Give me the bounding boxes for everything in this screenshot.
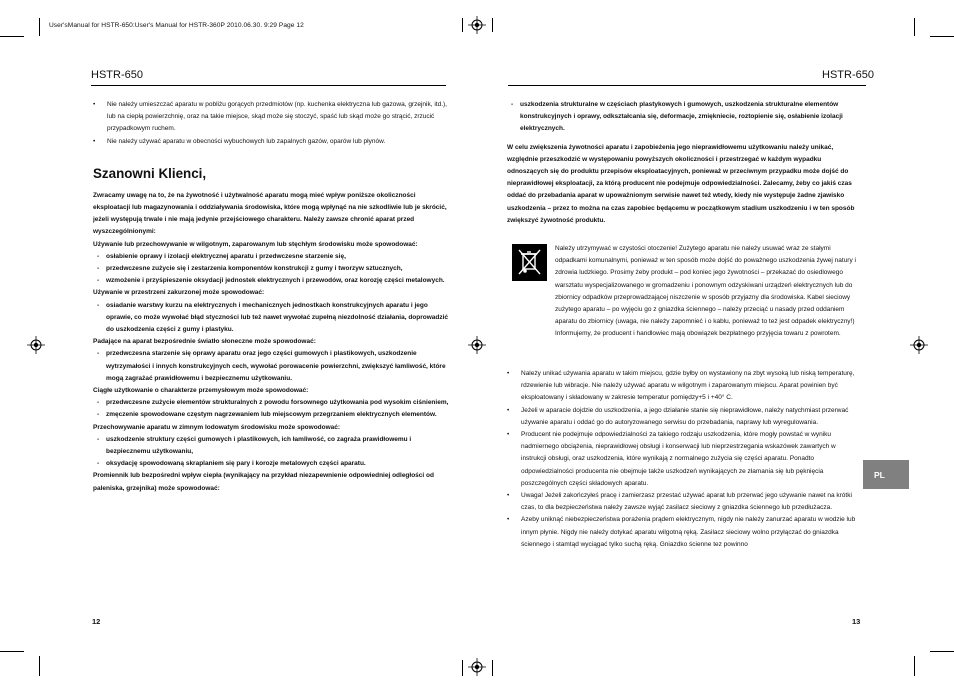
registration-mark-icon <box>468 336 486 354</box>
crop-mark <box>930 36 954 37</box>
recycling-info: Informujemy, że producent i handlowiec mają obowiązek bezpłatnego przyjęcia towaru z powrotem. <box>555 330 841 338</box>
right-column <box>507 99 860 227</box>
list-item: • Nie należy używać aparatu w obecności wybuchowych lub zapalnych gazów, oparów lub płynów. <box>93 136 449 148</box>
crop-mark <box>0 651 24 652</box>
section-title: Używanie w przestrzeni zakurzonej może spowodować: <box>93 289 265 297</box>
list-item: - uszkodzenia strukturalne w częściach plastykowych i gumowych, uszkodzenia strukturalne elementów konstrukcyjnych i oprawy, odkształcania się, deformacje, zmiękniecie, roztopienie się, osłabienie izolacji elektrycznych. <box>507 99 860 136</box>
crop-mark <box>914 18 915 36</box>
section-title: Przechowywanie aparatu w zimnym lodowatym środowisku może spowodować: <box>93 423 341 431</box>
section-title: Używanie lub przechowywanie w wilgotnym, zaparowanym lub stęchłym środowisku może spowodować: <box>93 240 418 248</box>
list-item: - oksydację spowodowaną skraplaniem się pary i korozje metalowych części aparatu. <box>93 458 449 470</box>
left-column <box>93 99 449 495</box>
list-item: • Uwaga! Jeżeli zakończyłeś pracę i zamierzasz przestać używać aparat lub przerwać jego używanie nawet na krótki czas, to dla bezpieczeństwa należy zawsze wyjąć zasilacz sieciowy z gniazdka ściennego lub przedłużacza. <box>507 490 860 514</box>
list-item: • Producent nie podejmuje odpowiedzialności za takiego rodzaju uszkodzenia, które mogły powstać w wyniku nadmiernego obciążenia, nieprawidłowej obsługi i konserwacji lub nieprzestrzegania wskazówek zawartych w instrukcji obsługi, oraz uszkodzenia, które wynikają z normalnego zużycia się części aparatu. Ponadto odpowiedzialności producenta nie obejmuje także uszkodzeń wynikających ze złamania się lub pęknięcia poszczególnych części składowych aparatu. <box>507 429 860 490</box>
section-title: Padające na aparat bezpośrednie światło słoneczne może spowodować: <box>93 338 316 346</box>
list-item: - osłabienie oprawy i izolacji elektrycznej aparatu i przedwczesne starzenie się, <box>93 251 449 263</box>
registration-mark-icon <box>27 336 45 354</box>
registration-mark-icon <box>910 336 928 354</box>
list-item: • Nie należy umieszczać aparatu w pobliżu gorących przedmiotów (np. kuchenka elektryczna lub gazowa, grzejnik, itd.), lub na ciepłą powierzchnię, oraz na takie miejsce, skąd może się stoczyć, spaść lub skąd może go strącić, zrzucić przypadkowym ruchem. <box>93 99 449 136</box>
list-item: - wzmożenie i przyśpieszenie oksydacji jednostek elektrycznych i przewodów, oraz korozję części metalowych. <box>93 275 449 287</box>
right-bullets <box>507 368 860 551</box>
crop-mark <box>462 660 463 676</box>
registration-mark-icon <box>468 658 486 676</box>
list-item: - zmęczenie spowodowane częstym nagrzewaniem lub miejscowym przegrzaniem elektrycznych elementów. <box>93 409 449 421</box>
warning-paragraph: W celu zwiększenia żywotności aparatu i zapobieżenia jego nieprawidłowemu użytkowaniu należy unikać, względnie przeszkodzić w występowaniu powyższych okoliczności i przestrzegać w każdym wypadku odnoszących się do produktu przepisów eksploatacyjnych, ponieważ w przeciwnym przypadku może dojść do nieprawidłowej eksploatacji, za którą producent nie podejmuje odpowiedzialności. Zalecamy, żeby co jakiś czas oddać do przebadania aparat w upoważnionym serwisie nawet też wtedy, kiedy nie występuje żadne zjawisko uszkodzenia – przez to można na czas zapobiec będącemu w początkowym stadium uszkodzeniu i w ten sposób zwiększyć żywotność produktu. <box>507 143 855 224</box>
page-number-left: 12 <box>92 617 101 626</box>
page-heading: Szanowni Klienci, <box>93 165 207 181</box>
intro-paragraph: Zwracamy uwagę na to, że na żywotność i użytwalność aparatu mogą mieć wpływ poniższe okoliczności eksploatacji lub magazynowania i oddziaływania środowiska, które mogą wpłynąć na nie szkodliwie lub je skrócić, jeżeli występują trwale i nie mają jedynie przejściowego charakteru. Należy zawsze chronić aparat przed wyszczególnionymi: <box>93 191 447 236</box>
section-title: Ciągłe użytkowanie o charakterze przemysłowym może spowodować: <box>93 387 309 395</box>
print-slug: User'sManual for HSTR-650:User's Manual for HSTR-360P 2010.06.30. 9:29 Page 12 <box>49 22 304 29</box>
crop-mark <box>39 656 40 676</box>
header-left: HSTR-650 <box>91 69 143 81</box>
crop-mark <box>39 18 40 36</box>
header-rule-left <box>91 85 446 86</box>
header-rule-right <box>508 85 866 86</box>
crop-mark <box>492 18 493 32</box>
header-right: HSTR-650 <box>822 69 874 81</box>
crop-mark <box>930 651 954 652</box>
crop-mark <box>492 660 493 676</box>
list-item: - uszkodzenie struktury części gumowych i plastikowych, ich łamliwość, co zagraża prawidłowemu i bezpiecznemu użytkowaniu, <box>93 434 449 458</box>
recycling-text: Należy utrzymywać w czystości otoczenie! Zużytego aparatu nie należy usuwać wraz ze stałymi odpadkami komunalnymi, ponieważ w ten sposób może dojść do poważnego uszkodzenia żywej natury i zdrowia ludzkiego. Prosimy żeby produkt – pod koniec jego żywotności – przekazać do osiedlowego warsztatu wyspecjalizowanego w gromadzeniu i ponownym odzyskiwani urządzeń elektrycznych lub do zbiornicy odpadków przeprowadzającej niszczenie w sposób przyjazny dla środowiska. Kabel sieciowy zużytego aparatu – po wyjęciu go z gniazdka ściennego – należy przeciąć u nasady przed oddaniem aparatu do zbiornicy (uwaga, nie należy zapomnieć i o kablu, ponieważ to też jest odpadek elektryczny!) <box>555 245 856 326</box>
recycling-note <box>555 243 859 341</box>
crossed-out-wheelie-bin-icon <box>512 244 547 281</box>
list-item: • Jeżeli w aparacie dojdzie do uszkodzenia, a jego działanie stanie się nieprawidłowe, należy natychmiast przerwać używanie aparatu i oddać go do autoryzowanego serwisu do przebadania, naprawy lub wyregulowania. <box>507 405 860 429</box>
closing-paragraph: Promiennik lub bezpośredni wpływ ciepła (wynikający na przykład niezapewnienie odpowiedniej odległości od paleniska, grzejnika) może spowodować: <box>93 472 434 492</box>
list-item: - osiadanie warstwy kurzu na elektrycznych i mechanicznych jednostkach konstrukcyjnych aparatu i jego oprawie, co może wywołać błąd styczności lub też nawet wywołać zupełną niezdolność działania, doprowadzić do uszkodzenia części z gumy i plastyku. <box>93 300 449 337</box>
list-item: • Należy unikać używania aparatu w takim miejscu, gdzie byłby on wystawiony na zbyt wysoką lub niską temperaturę, rdzewienie lub wibracje. Nie należy używać aparatu w wilgotnym i zaparowanym miejscu. Aparat powinien być eksploatowany i składowany w zakresie temperatur pomiędzy+5 i +40° C. <box>507 368 860 405</box>
language-tab: PL <box>863 460 909 489</box>
list-item: • Azeby uniknąć niebezpieczeństwa porażenia prądem elektrycznym, nigdy nie należy zanurzać aparatu w wodzie lub innym płynie. Nigdy nie należy dotykać aparatu wilgotną ręką. Zasilacz sieciowy wolno przyłączać do gniazdka ściennego i stamtąd wyciągać tylko suchą ręką. Gniazdko ścienne tez powinno <box>507 514 860 551</box>
crop-mark <box>462 18 463 32</box>
page-number-right: 13 <box>852 617 861 626</box>
crop-mark <box>914 656 915 676</box>
crop-mark <box>0 36 24 37</box>
list-item: - przedwczesne zużycie się i zestarzenia komponentów konstrukcji z gumy i tworzyw sztucznych, <box>93 263 449 275</box>
registration-mark-icon <box>468 16 486 34</box>
list-item: - przedwczesne zużycie elementów strukturalnych z powodu forsownego użytkowania pod wysokim ciśnieniem, <box>93 397 449 409</box>
list-item: - przedwczesna starzenie się oprawy aparatu oraz jego części gumowych i plastikowych, uszkodzenie wytrzymałości i innych konstrukcyjnych cech, wywołać porowacenie powierzchni, zwiększyć łamliwość, które mogą zagrażać prawidłowemu i bezpiecznemu użytkowaniu. <box>93 348 449 385</box>
